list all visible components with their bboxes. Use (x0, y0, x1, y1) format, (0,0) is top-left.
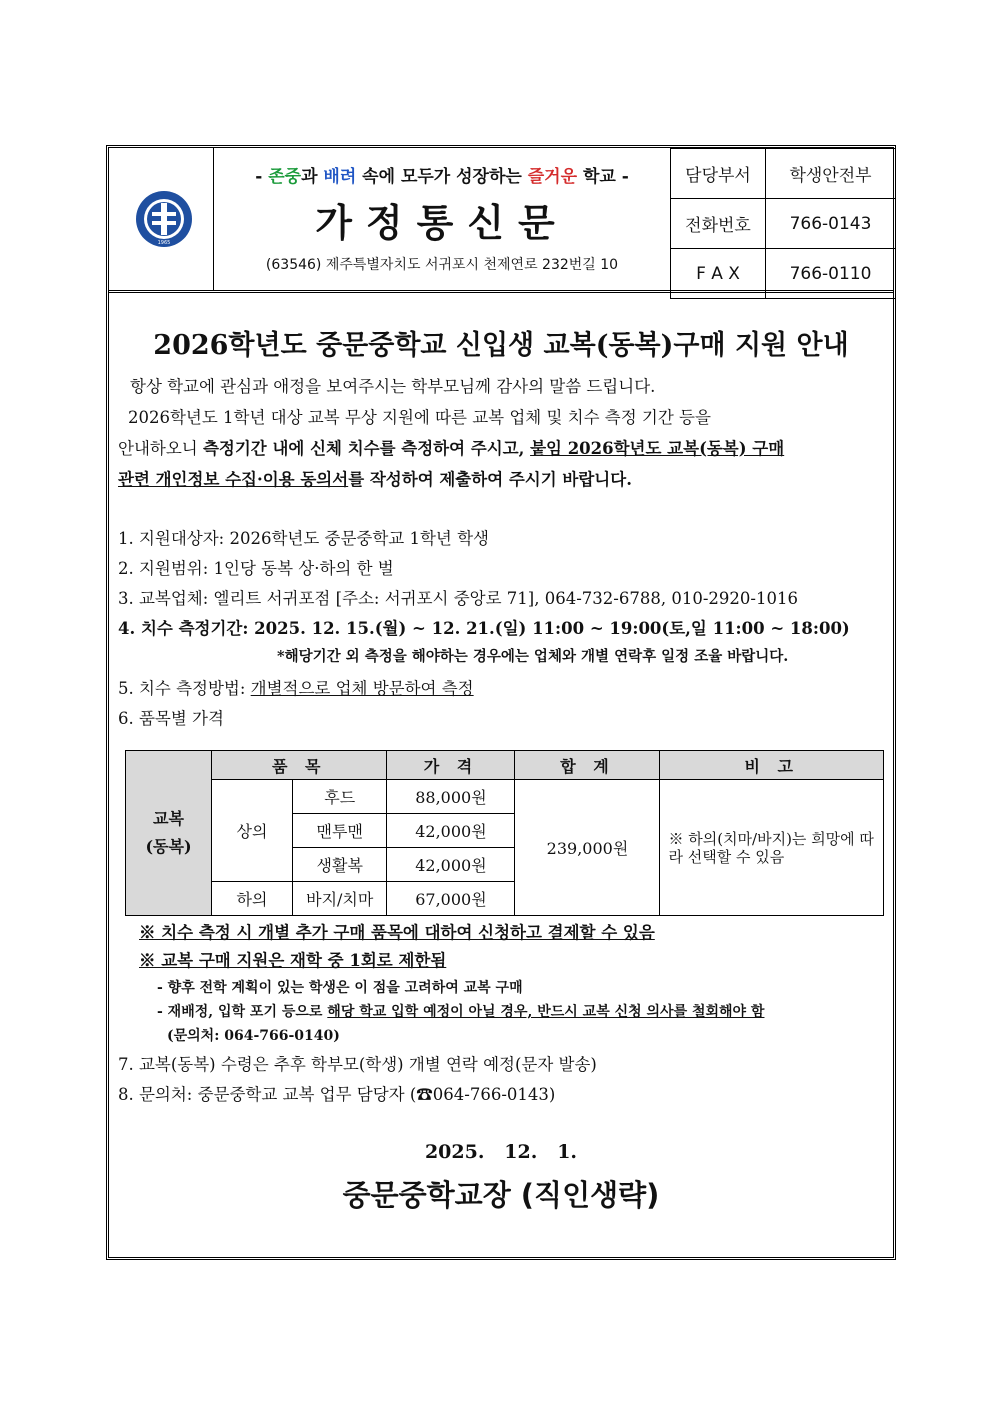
header-note: 비 고 (660, 751, 884, 780)
header-total: 합 계 (515, 751, 660, 780)
newsletter-title: 가정통신문 (315, 200, 569, 245)
table-header-row (126, 751, 884, 780)
item-5: 5. 치수 측정방법: 개별적으로 업체 방문하여 측정 (118, 679, 474, 698)
item-price: 42,000원 (387, 814, 515, 848)
item-name: 맨투맨 (293, 814, 387, 848)
school-slogan: - 존중과 배려 속에 모두가 성장하는 즐거운 학교 - (255, 167, 629, 187)
info-key: 전화번호 (671, 199, 766, 249)
lower-cell: 하의 (212, 882, 293, 916)
item-name: 바지/치마 (293, 882, 387, 916)
notice-1: ※ 치수 측정 시 개별 추가 구매 품목에 대하여 신청하고 결제할 수 있음 (139, 923, 655, 942)
sub-note-1: - 향후 전학 계획이 있는 학생은 이 점을 고려하여 교복 구매 (157, 980, 523, 996)
intro-paragraph-1: 항상 학교에 관심과 애정을 보여주시는 학부모님께 감사의 말씀 드립니다. (130, 377, 656, 396)
item-4-note: *해당기간 외 측정을 해야하는 경우에는 업체와 개별 연락후 일정 조율 바랍니다. (277, 648, 789, 665)
info-value: 766-0110 (766, 249, 896, 299)
emblem-year: 1965 (157, 240, 171, 246)
item-name: 생활복 (293, 848, 387, 882)
school-address: (63546) 제주특별자치도 서귀포시 천제연로 232번길 10 (265, 257, 619, 273)
item-name: 후드 (293, 780, 387, 814)
contact-info-table (670, 148, 896, 299)
school-emblem-icon (135, 190, 193, 248)
item-4: 4. 치수 측정기간: 2025. 12. 15.(월) ~ 12. 21.(일) 11:00 ~ 19:00(토,일 11:00 ~ 18:00) (118, 619, 850, 638)
item-price: 67,000원 (387, 882, 515, 916)
title-cell (214, 148, 670, 290)
header-price: 가 격 (387, 751, 515, 780)
item-6: 6. 품목별 가격 (118, 709, 224, 728)
document-title: 2026학년도 중문중학교 신입생 교복(동복)구매 지원 안내 (153, 330, 849, 361)
letter-header (109, 148, 893, 293)
info-value: 학생안전부 (766, 149, 896, 199)
price-table (125, 750, 884, 916)
intro-paragraph-2: 2026학년도 1학년 대상 교복 무상 지원에 따른 교복 업체 및 치수 측정 기간 등을 안내하오니 측정기간 내에 신체 치수를 측정하여 주시고, 붙임 2026학년도 교복(동복) 구매 관련 개인정보 수집·이용 동의서를 작성하여 제출하여 주시기 바랍니다. (118, 408, 785, 489)
upper-cell: 상의 (212, 780, 293, 882)
note-cell: ※ 하의(치마/바지)는 희망에 따라 선택할 수 있음 (660, 780, 884, 916)
item-1: 1. 지원대상자: 2026학년도 중문중학교 1학년 학생 (118, 529, 489, 548)
info-value: 766-0143 (766, 199, 896, 249)
category-cell: 교복 (동복) (126, 751, 212, 916)
sub-note-3: (문의처: 064-766-0140) (167, 1028, 340, 1044)
sub-note-2: - 재배정, 입학 포기 등으로 해당 학교 입학 예정이 아닐 경우, 반드시 교복 신청 의사를 철회해야 함 (157, 1004, 765, 1020)
principal-signature: 중문중학교장 (직인생략) (342, 1178, 660, 1212)
logo-cell (109, 148, 214, 290)
item-7: 7. 교복(동복) 수령은 추후 학부모(학생) 개별 연락 예정(문자 발송) (118, 1055, 597, 1074)
item-3: 3. 교복업체: 엘리트 서귀포점 [주소: 서귀포시 중앙로 71], 064-732-6788, 010-2920-1016 (118, 589, 798, 608)
item-8: 8. 문의처: 중문중학교 교복 업무 담당자 (☎064-766-0143) (118, 1085, 556, 1104)
notice-2: ※ 교복 구매 지원은 재학 중 1회로 제한됨 (139, 951, 447, 970)
header-item: 품 목 (212, 751, 387, 780)
item-2: 2. 지원범위: 1인당 동복 상·하의 한 벌 (118, 559, 394, 578)
item-price: 88,000원 (387, 780, 515, 814)
total-cell: 239,000원 (515, 780, 660, 916)
document-frame (106, 145, 896, 1260)
issue-date: 2025. 12. 1. (424, 1141, 578, 1163)
info-key: 담당부서 (671, 149, 766, 199)
item-price: 42,000원 (387, 848, 515, 882)
info-key: F A X (671, 249, 766, 299)
table-row (126, 780, 884, 814)
